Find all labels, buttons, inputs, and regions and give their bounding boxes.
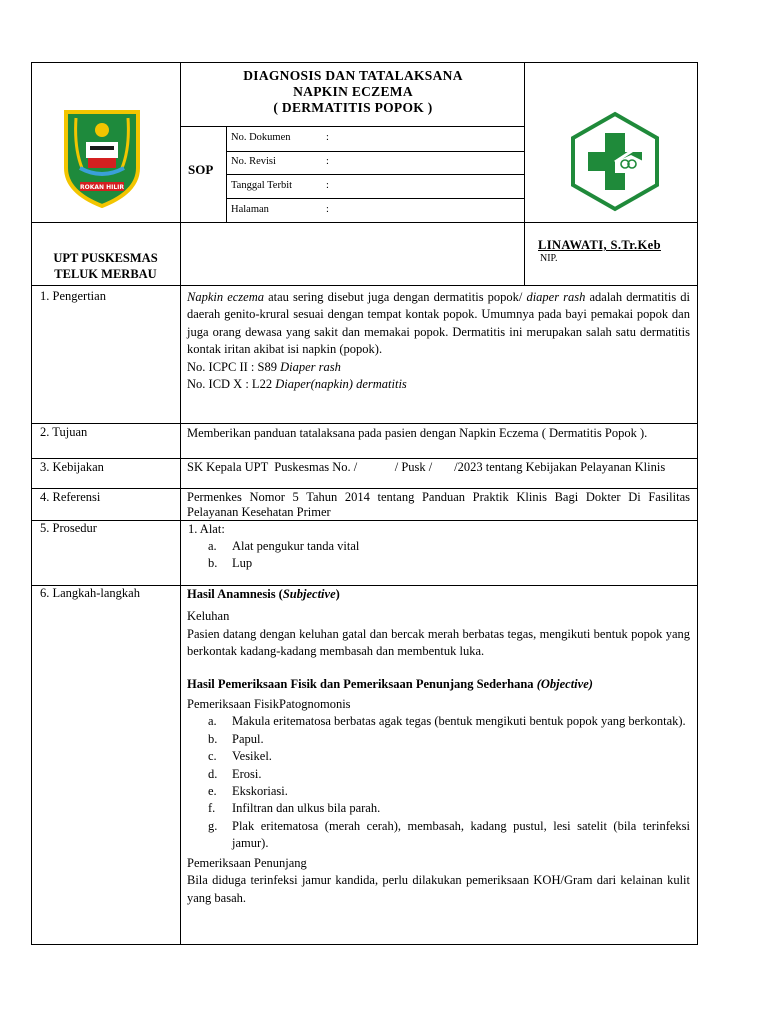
- field-tanggal-terbit-colon: :: [326, 180, 329, 191]
- section-label-pengertian: 1. Pengertian: [40, 289, 106, 303]
- icpc-code: [187, 359, 690, 376]
- field-divider-1: [226, 151, 525, 152]
- anamnesis-close: ): [335, 587, 340, 601]
- list-text: Ekskoriasi.: [232, 784, 288, 799]
- field-no-dokumen-colon: :: [326, 132, 329, 143]
- referensi-content: Permenkes Nomor 5 Tahun 2014 tentang Panduan Praktik Klinis Bagi Dokter Di Fasilitas Pelayanan Kesehatan Primer: [187, 490, 690, 519]
- list-marker: f.: [208, 801, 216, 816]
- fisik-objective: (Objective): [536, 676, 593, 691]
- field-tanggal-terbit-label: Tanggal Terbit: [231, 180, 293, 191]
- anamnesis-heading: [187, 586, 690, 603]
- pato-label: Pemeriksaan FisikPatognomonis: [187, 697, 351, 712]
- signer-nip: NIP.: [540, 253, 558, 264]
- icd-label: No. ICD X : L22: [187, 377, 276, 392]
- section-label-kebijakan: 3. Kebijakan: [40, 460, 104, 474]
- list-marker: e.: [208, 784, 217, 799]
- term-diaper-rash: diaper rash: [526, 290, 586, 304]
- border-bottom: [31, 944, 698, 945]
- keluhan-label: Keluhan: [187, 609, 230, 624]
- org-name-line-2: TELUK MERBAU: [54, 267, 157, 281]
- list-item: [187, 731, 690, 748]
- section-label-referensi: 4. Referensi: [40, 490, 101, 504]
- border-header-bottom: [31, 222, 698, 223]
- icd-value: Diaper(napkin) dermatitis: [275, 377, 407, 392]
- term-napkin-eczema: Napkin eczema: [187, 290, 264, 304]
- regency-emblem-logo: [60, 108, 144, 208]
- list-item: [187, 538, 690, 555]
- list-text: Alat pengukur tanda vital: [232, 539, 360, 553]
- list-marker: d.: [208, 766, 218, 781]
- border-top: [31, 62, 698, 63]
- column-divider-left: [180, 62, 181, 945]
- list-marker: c.: [208, 749, 217, 764]
- border-right: [697, 62, 698, 945]
- row-divider-referensi: [31, 488, 698, 489]
- icpc-label: No. ICPC II : S89: [187, 359, 281, 374]
- list-marker: b.: [208, 556, 218, 570]
- list-text: Makula eritematosa berbatas agak tegas (bentuk mengikuti bentuk popok yang berkontak).: [232, 714, 686, 729]
- list-item: [187, 748, 690, 765]
- field-no-revisi-label: No. Revisi: [231, 156, 276, 167]
- fisik-title: Hasil Pemeriksaan Fisik dan Pemeriksaan Penunjang Sederhana: [187, 676, 537, 691]
- penunjang-label: Pemeriksaan Penunjang: [187, 855, 307, 870]
- kebijakan-content: SK Kepala UPT Puskesmas No. / / Pusk / /2023 tentang Kebijakan Pelayanan Klinis: [187, 460, 666, 474]
- pengertian-text-a: atau sering disebut juga dengan dermatitis popok/: [263, 290, 527, 304]
- list-marker: a.: [208, 714, 217, 729]
- sop-label: SOP: [188, 162, 214, 177]
- list-marker: g.: [208, 818, 218, 833]
- section-label-tujuan: 2. Tujuan: [40, 425, 88, 439]
- anamnesis-title: Hasil Anamnesis (: [187, 587, 283, 601]
- list-text: Plak eritematosa (merah cerah), membasah, kadang pustul, lesi satelit (bila terinfeksi jamur).: [232, 818, 690, 851]
- title-line-1: DIAGNOSIS DAN TATALAKSANA: [243, 68, 463, 83]
- svg-text:ROKAN HILIR: ROKAN HILIR: [79, 184, 125, 191]
- org-name-line-1: UPT PUSKESMAS: [53, 251, 158, 265]
- keluhan-text: Pasien datang dengan keluhan gatal dan bercak merah berbatas tegas, mengikuti bentuk popok yang berkontak kadang-kadang membasah dan membentuk luka.: [187, 626, 690, 659]
- list-text: Erosi.: [232, 766, 262, 781]
- row-divider-tujuan: [31, 423, 698, 424]
- list-item: [187, 783, 690, 800]
- list-text: Lup: [232, 556, 253, 570]
- title-bottom-line: [180, 126, 525, 127]
- pengertian-text-b: adalah dermatitis di daerah genito-krural sesuai dengan tempat kontak popok. Umumnya pada bayi pemakai popok dan juga orang dewasa yang sakit dan memakai popok. Dermatitis ini merupakan salah satu dermatitis kontak iritan akibat isi napkin (popok).: [187, 290, 690, 357]
- list-item: [187, 713, 690, 730]
- page-title: [182, 68, 524, 116]
- title-line-3: ( DERMATITIS POPOK ): [273, 100, 433, 115]
- prosedur-heading: 1. Alat:: [188, 522, 225, 536]
- tujuan-content: Memberikan panduan tatalaksana pada pasien dengan Napkin Eczema ( Dermatitis Popok ).: [187, 426, 648, 440]
- anamnesis-subjective: Subjective: [282, 587, 336, 601]
- langkah-content: [187, 586, 690, 907]
- list-item: [187, 818, 690, 853]
- field-halaman-label: Halaman: [231, 204, 269, 215]
- list-marker: b.: [208, 731, 218, 746]
- prosedur-content: [187, 521, 690, 572]
- border-org-bottom: [31, 285, 698, 286]
- puskesmas-logo: [569, 111, 661, 212]
- list-text: Infiltran dan ulkus bila parah.: [232, 801, 381, 816]
- list-item: [187, 766, 690, 783]
- fisik-heading: [187, 676, 690, 693]
- signer-name: LINAWATI, S.Tr.Keb: [538, 238, 661, 252]
- pengertian-paragraph: [187, 289, 690, 359]
- border-left: [31, 62, 32, 945]
- section-label-prosedur: 5. Prosedur: [40, 521, 97, 535]
- field-no-revisi-colon: :: [326, 156, 329, 167]
- field-divider-3: [226, 198, 525, 199]
- list-text: Papul.: [232, 731, 264, 746]
- pengertian-content: [187, 289, 690, 393]
- org-name: [31, 250, 180, 282]
- list-marker: a.: [208, 539, 217, 553]
- field-halaman-colon: :: [326, 204, 329, 215]
- penunjang-text: Bila diduga terinfeksi jamur kandida, perlu dilakukan pemeriksaan KOH/Gram dari kelainan kulit yang basah.: [187, 873, 690, 905]
- field-no-dokumen-label: No. Dokumen: [231, 132, 291, 143]
- icpc-value: Diaper rash: [280, 359, 341, 374]
- list-item: [187, 800, 690, 817]
- title-line-2: NAPKIN ECZEMA: [293, 84, 413, 99]
- list-item: [187, 555, 690, 572]
- list-text: Vesikel.: [232, 749, 272, 764]
- icd-code: [187, 376, 690, 393]
- row-divider-kebijakan: [31, 458, 698, 459]
- field-divider-2: [226, 174, 525, 175]
- section-label-langkah: 6. Langkah-langkah: [40, 586, 140, 600]
